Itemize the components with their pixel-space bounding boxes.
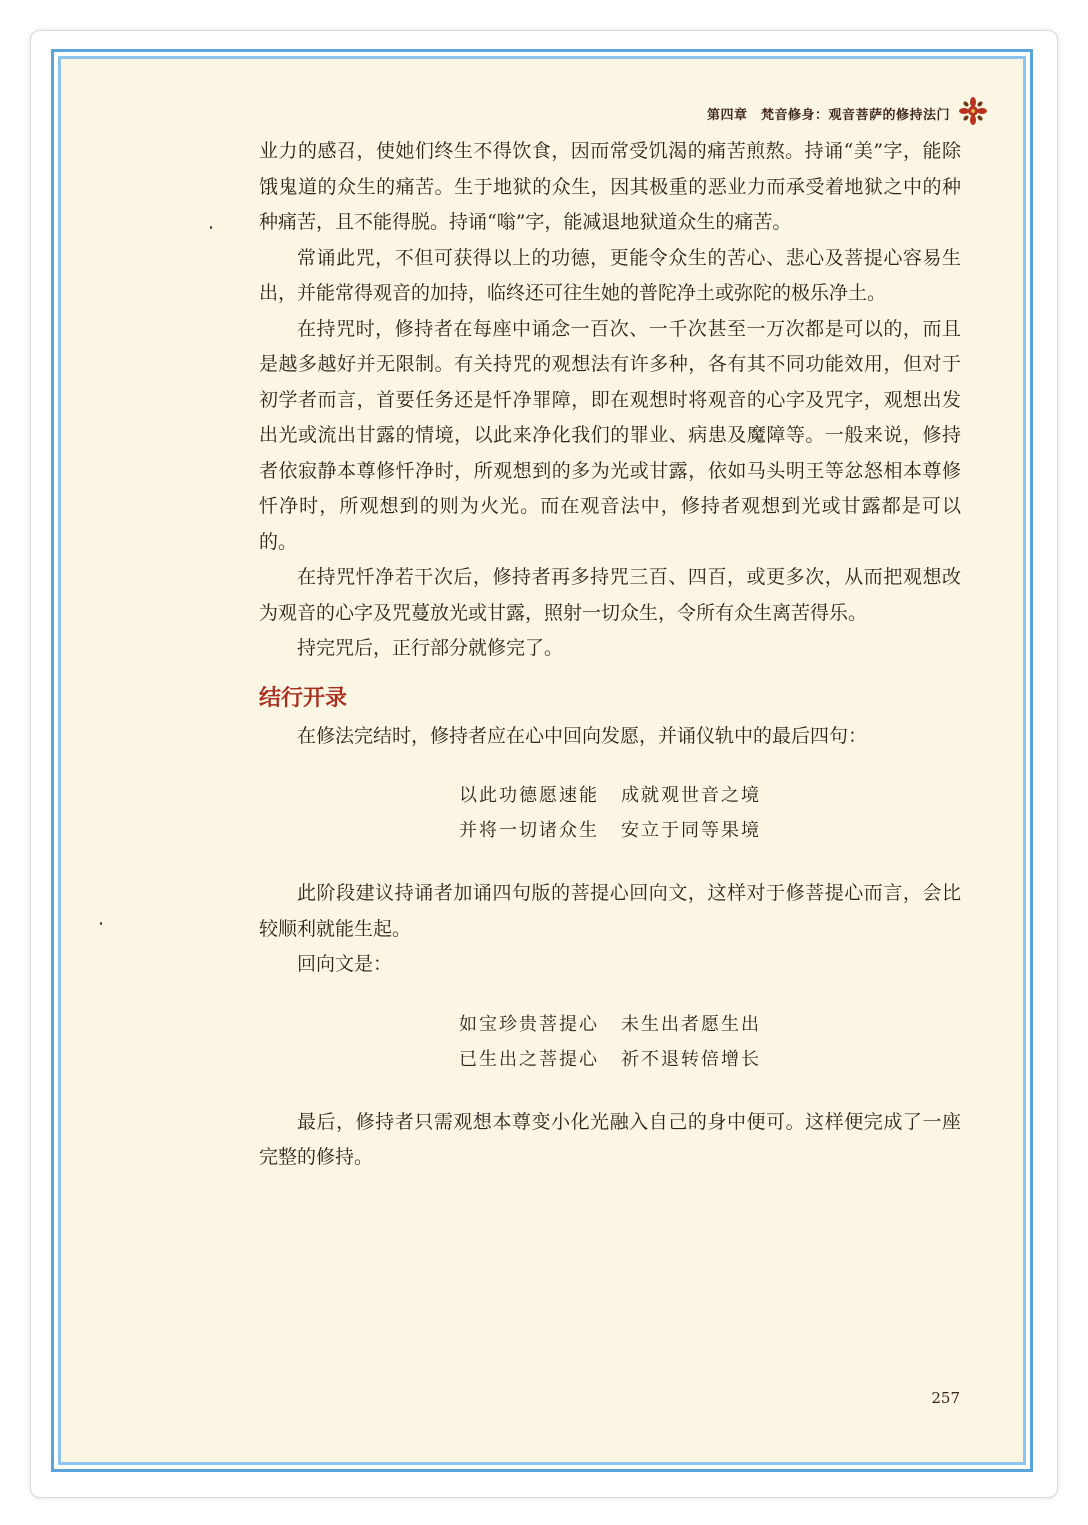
print-speck: [210, 226, 212, 229]
running-head: 第四章 梵音修身：观音菩萨的修持法门: [706, 108, 950, 123]
verse-block: [259, 778, 961, 848]
verse-left: 并将一切诸众生: [459, 820, 599, 841]
verse-left: 以此功德愿速能: [459, 785, 599, 806]
verse-line: [259, 813, 961, 848]
book-page: [64, 62, 1020, 1459]
paragraph: 在持咒时，修持者在每座中诵念一百次、一千次甚至一万次都是可以的，而且是越多越好并无限制。有关持咒的观想法有许多种，各有其不同功能效用，但对于初学者而言，首要任务还是忏净罪障，即在观想时将观音的心字及咒字，观想出发出光或流出甘露的情境，以此来净化我们的罪业、病患及魔障等。一般来说，修持者依寂静本尊修忏净时，所观想到的多为光或甘露，依如马头明王等忿怒相本尊修忏净时，所观想到的则为火光。而在观音法中，修持者观想到光或甘露都是可以的。: [259, 317, 961, 553]
verse-line: [259, 778, 961, 813]
verse-right: 未生出者愿生出: [621, 1013, 761, 1035]
section-intro: 在修法完结时，修持者应在心中回向发愿，并诵仪轨中的最后四句：: [297, 724, 868, 747]
paragraph: 持完咒后，正行部分就修完了。: [297, 637, 564, 659]
verse-line: [259, 1007, 961, 1042]
paragraph: 此阶段建议持诵者加诵四句版的菩提心回向文，这样对于修菩提心而言，会比较顺利就能生起。: [259, 882, 961, 940]
print-speck: [100, 922, 102, 925]
verse-left: 如宝珍贵菩提心: [459, 1013, 599, 1035]
verse-right: 安立于同等果境: [621, 820, 761, 841]
paragraph: 常诵此咒，不但可获得以上的功德，更能令众生的苦心、悲心及菩提心容易生出，并能常得观音的加持，临终还可往生她的普陀净土或弥陀的极乐净土。: [259, 246, 961, 304]
flower-ornament-icon: [956, 96, 990, 126]
body-text: [259, 134, 961, 1176]
verse-block: [259, 1007, 961, 1077]
paragraph: 业力的感召，使她们终生不得饮食，因而常受饥渴的痛苦煎熬。持诵“美”字，能除饿鬼道的众生的痛苦。生于地狱的众生，因其极重的恶业力而承受着地狱之中的种种痛苦，且不能得脱。持诵“嗡”字，能减退地狱道众生的痛苦。: [259, 140, 961, 233]
verse-right: 成就观世音之境: [621, 785, 761, 806]
paragraph: 最后，修持者只需观想本尊变小化光融入自己的身中便可。这样便完成了一座完整的修持。: [259, 1110, 961, 1168]
verse-left: 已生出之菩提心: [459, 1048, 599, 1070]
verse-right: 祈不退转倍增长: [621, 1048, 761, 1070]
section-heading: 结行开录: [259, 685, 348, 711]
paragraph: 在持咒忏净若干次后，修持者再多持咒三百、四百，或更多次，从而把观想改为观音的心字及咒蔓放光或甘露，照射一切众生，令所有众生离苦得乐。: [259, 566, 961, 624]
page-number: 257: [931, 1389, 960, 1407]
verse-intro: 回向文是：: [297, 953, 393, 975]
verse-line: [259, 1042, 961, 1077]
